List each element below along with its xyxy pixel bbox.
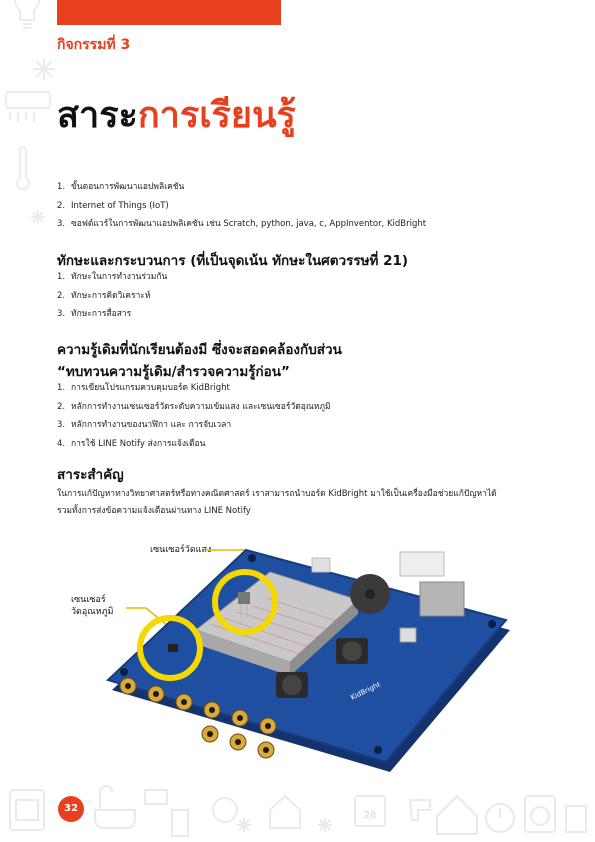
house-icon [437, 796, 477, 834]
button-b [336, 638, 368, 664]
bathtub-icon [95, 786, 135, 828]
washing-machine-icon [525, 796, 555, 832]
snowflake-small-icon [31, 210, 45, 224]
board-logo-text: KidBright [349, 680, 382, 702]
list-item: 3. ซอฟต์แวร์ในการพัฒนาแอปพลิเคชัน เช่น Scratch, python, java, c, AppInventor, KidBright [57, 219, 427, 229]
essence-heading: สาระสำคัญ [57, 467, 124, 483]
door-icon [172, 810, 188, 836]
light-sensor [238, 592, 250, 604]
background-icons-bottom [0, 770, 595, 842]
header-accent-bar [57, 0, 281, 25]
prior-knowledge-list [57, 379, 331, 453]
callout-light-sensor: เซนเซอร์วัดแสง [150, 545, 212, 555]
reset-button [400, 628, 416, 642]
callout-temp-sensor: เซนเซอร์ วัดอุณหภูมิ [71, 595, 114, 617]
home-hand-icon [270, 796, 300, 828]
prior-knowledge-heading-2: “ทบทวนความรู้เดิม/สำรวจความรู้ก่อน” [57, 364, 290, 380]
temp-sensor [168, 644, 178, 652]
connector-white [400, 552, 444, 576]
hairdryer-icon [410, 800, 430, 820]
usb-port [420, 582, 464, 616]
title-part-1: สาระ [57, 95, 138, 136]
switch [312, 558, 330, 572]
essence-line-2: รวมทั้งการส่งข้อความแจ้งเตือนผ่านทาง LINE Notify [57, 506, 251, 516]
activity-label: กิจกรรมที่ 3 [57, 37, 131, 53]
list-item: 4. การใช้ LINE Notify ส่งการแจ้งเตือน [57, 438, 206, 449]
content-list [57, 178, 426, 234]
list-item: 1. การเขียนโปรแกรมควบคุมบอร์ด KidBright [57, 383, 230, 393]
snowflake-icon [33, 58, 55, 80]
prior-knowledge-heading-1: ความรู้เดิมที่นักเรียนต้องมี ซึ่งจะสอดคล้องกับส่วน [57, 342, 342, 358]
list-item: 2. หลักการทำงานเซนเซอร์วัดระดับความเข้มแสง และเซนเซอร์วัดอุณหภูมิ [57, 401, 331, 412]
snowflake-bottom-icon [237, 818, 251, 832]
tv-icon [145, 790, 167, 804]
background-icons-left [0, 0, 60, 250]
skills-list [57, 268, 167, 324]
list-item: 3. หลักการทำงานของนาฬิกา และ การจับเวลา [57, 420, 232, 430]
title-part-2: การเรียนรู้ [137, 95, 296, 136]
page-title [57, 92, 296, 140]
list-item: 1. ทักษะในการทำงานร่วมกัน [57, 272, 168, 282]
list-item: 2. Internet of Things (IoT) [57, 200, 169, 211]
essence-paragraph [57, 486, 547, 520]
skills-heading: ทักษะและกระบวนการ (ที่เป็นจุดเน้น ทักษะในศตวรรษที่ 21) [57, 253, 409, 269]
list-item: 3. ทักษะการสื่อสาร [57, 309, 132, 319]
page-number: 32 [58, 796, 84, 822]
snowflake-bottom2-icon [318, 818, 332, 832]
essence-line-1: ในการแก้ปัญหาทางวิทยาศาสตร์หรือทางคณิตศาสตร์ เราสามารถนำบอร์ด KidBright มาใช้เป็นเครื่องมือช่วยแก้ปัญหาได้ [57, 489, 497, 499]
button-a [276, 672, 308, 698]
calendar-number: 28 [363, 810, 377, 821]
bulb-icon [15, 0, 39, 28]
clipboard-icon [566, 806, 586, 832]
thermometer-icon [17, 147, 29, 189]
air-conditioner-icon [6, 92, 50, 108]
kidbright-board-illustration [100, 540, 530, 780]
list-item: 1. ขั้นตอนการพัฒนาแอปพลิเคชัน [57, 182, 185, 192]
list-item: 2. ทักษะการคิดวิเคราะห์ [57, 290, 151, 301]
speaker-icon [213, 798, 237, 822]
